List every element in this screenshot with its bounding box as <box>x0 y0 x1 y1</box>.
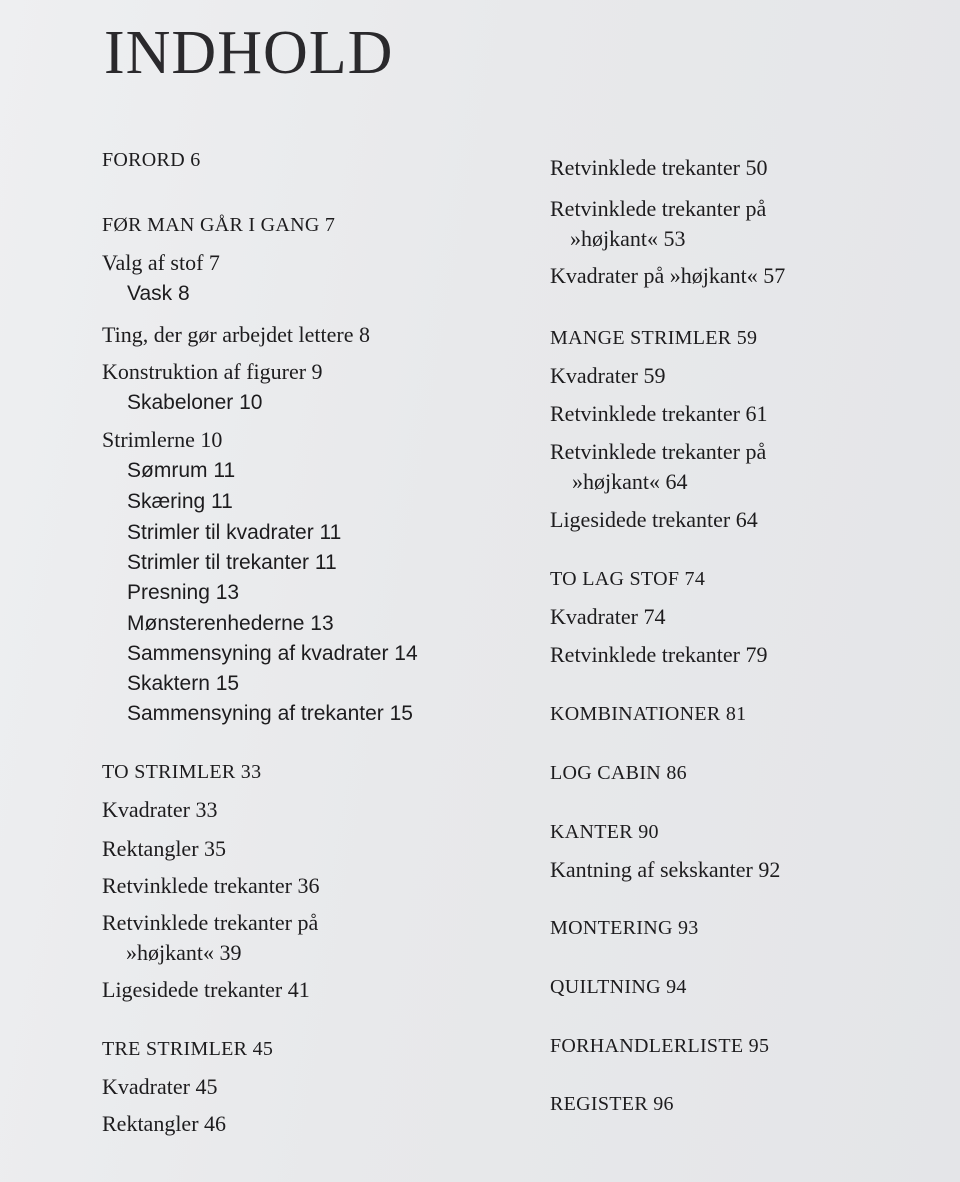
toc-entry: TRE STRIMLER 45 <box>102 1038 274 1060</box>
toc-entry: KOMBINATIONER 81 <box>550 703 747 725</box>
toc-entry: Kvadrater 59 <box>550 363 666 388</box>
toc-entry: Rektangler 46 <box>102 1111 227 1136</box>
toc-entry: Retvinklede trekanter 79 <box>550 642 768 667</box>
toc-entry: Rektangler 35 <box>102 836 227 861</box>
toc-entry: QUILTNING 94 <box>550 976 687 998</box>
page-title: INDHOLD <box>104 19 394 87</box>
toc-entry: Sammensyning af kvadrater 14 <box>127 642 418 665</box>
toc-entry: Retvinklede trekanter på <box>102 910 319 935</box>
toc-entry: Retvinklede trekanter 50 <box>550 155 768 180</box>
toc-entry: TO STRIMLER 33 <box>102 761 262 783</box>
toc-entry: »højkant« 64 <box>572 469 688 494</box>
toc-entry: Presning 13 <box>127 581 240 604</box>
toc-entry: »højkant« 53 <box>570 226 686 251</box>
toc-entry: Skabeloner 10 <box>127 391 263 414</box>
toc-entry: Skaktern 15 <box>127 672 240 695</box>
toc-entry: Kvadrater på »højkant« 57 <box>550 263 786 288</box>
toc-entry: MONTERING 93 <box>550 917 699 939</box>
toc-entry: Strimlerne 10 <box>102 427 223 452</box>
toc-entry: LOG CABIN 86 <box>550 762 687 784</box>
toc-entry: KANTER 90 <box>550 821 659 843</box>
toc-entry: Retvinklede trekanter 61 <box>550 401 768 426</box>
toc-entry: Valg af stof 7 <box>102 250 220 275</box>
toc-entry: Vask 8 <box>127 282 190 305</box>
toc-entry: Retvinklede trekanter på <box>550 196 767 221</box>
toc-entry: Kvadrater 33 <box>102 797 218 822</box>
toc-entry: MANGE STRIMLER 59 <box>550 327 758 349</box>
toc-entry: Ligesidede trekanter 41 <box>102 977 310 1002</box>
toc-entry: TO LAG STOF 74 <box>550 568 706 590</box>
toc-entry: Retvinklede trekanter på <box>550 439 767 464</box>
toc-entry: Strimler til kvadrater 11 <box>127 521 342 544</box>
toc-entry: Mønsterenhederne 13 <box>127 612 334 635</box>
toc-entry: FORHANDLERLISTE 95 <box>550 1035 770 1057</box>
toc-entry: FORORD 6 <box>102 149 201 171</box>
toc-entry: Ting, der gør arbejdet lettere 8 <box>102 322 370 347</box>
toc-entry: FØR MAN GÅR I GANG 7 <box>102 214 336 236</box>
toc-entry: Sammensyning af trekanter 15 <box>127 702 413 725</box>
toc-entry: Kvadrater 74 <box>550 604 666 629</box>
toc-entry: REGISTER 96 <box>550 1093 674 1115</box>
toc-entry: Skæring 11 <box>127 490 233 513</box>
toc-entry: Retvinklede trekanter 36 <box>102 873 320 898</box>
toc-entry: »højkant« 39 <box>126 940 242 965</box>
toc-entry: Ligesidede trekanter 64 <box>550 507 758 532</box>
toc-entry: Kantning af sekskanter 92 <box>550 857 781 882</box>
toc-entry: Kvadrater 45 <box>102 1074 218 1099</box>
toc-entry: Strimler til trekanter 11 <box>127 551 337 574</box>
toc-entry: Sømrum 11 <box>127 459 236 482</box>
toc-entry: Konstruktion af figurer 9 <box>102 359 323 384</box>
